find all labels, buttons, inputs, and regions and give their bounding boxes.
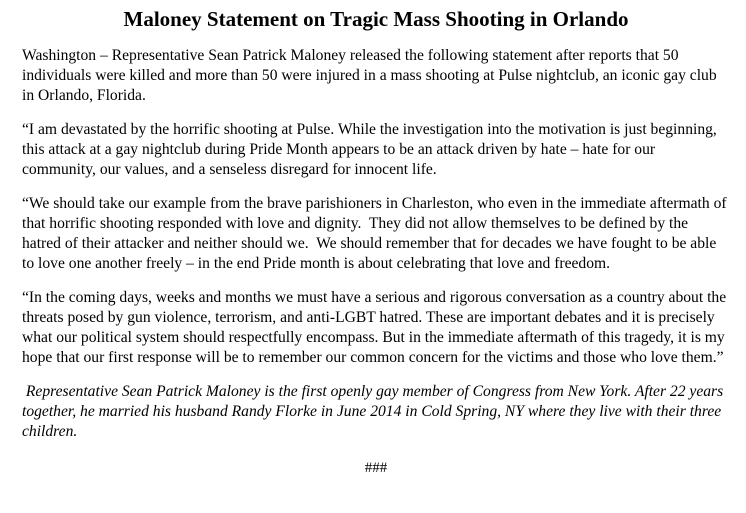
quote-paragraph-2: “We should take our example from the brave parishioners in Charleston, who even in the immediate aftermath of that horrific shooting responded with love and dignity. They did not allow themselves to be defined by the hatred of their attacker and neither should we. We should remember that for decades we have fought to be able to love one another freely – in the end Pride month is about celebrating that love and freedom. [22, 195, 731, 272]
intro-paragraph: Washington – Representative Sean Patrick Maloney released the following statement after reports that 50 individuals were killed and more than 50 were injured in a mass shooting at Pulse nightclub, an iconic gay club in Orlando, Florida. [22, 47, 721, 104]
bio-paragraph: Representative Sean Patrick Maloney is the first openly gay member of Congress from New York. After 22 years together, he married his husband Randy Florke in June 2014 in Cold Spring, NY where they live with their three children. [22, 383, 728, 440]
quote-paragraph-3: “In the coming days, weeks and months we must have a serious and rigorous conversation as a country about the threats posed by gun violence, terrorism, and anti-LGBT hatred. These are important debates and it is precisely what our political system should respectfully encompass. But in the immediate aftermath of this tragedy, it is my hope that our first response will be to remember our common concern for the victims and those who love them.” [22, 289, 731, 366]
quote-paragraph-1: “I am devastated by the horrific shooting at Pulse. While the investigation into the motivation is just beginning, this attack at a gay nightclub during Pride Month appears to be an attack driven by hate – hate for our community, our values, and a senseless disregard for innocent life. [22, 121, 721, 178]
end-mark: ### [364, 460, 388, 476]
statement-title: Maloney Statement on Tragic Mass Shooting in Orlando [123, 7, 629, 31]
